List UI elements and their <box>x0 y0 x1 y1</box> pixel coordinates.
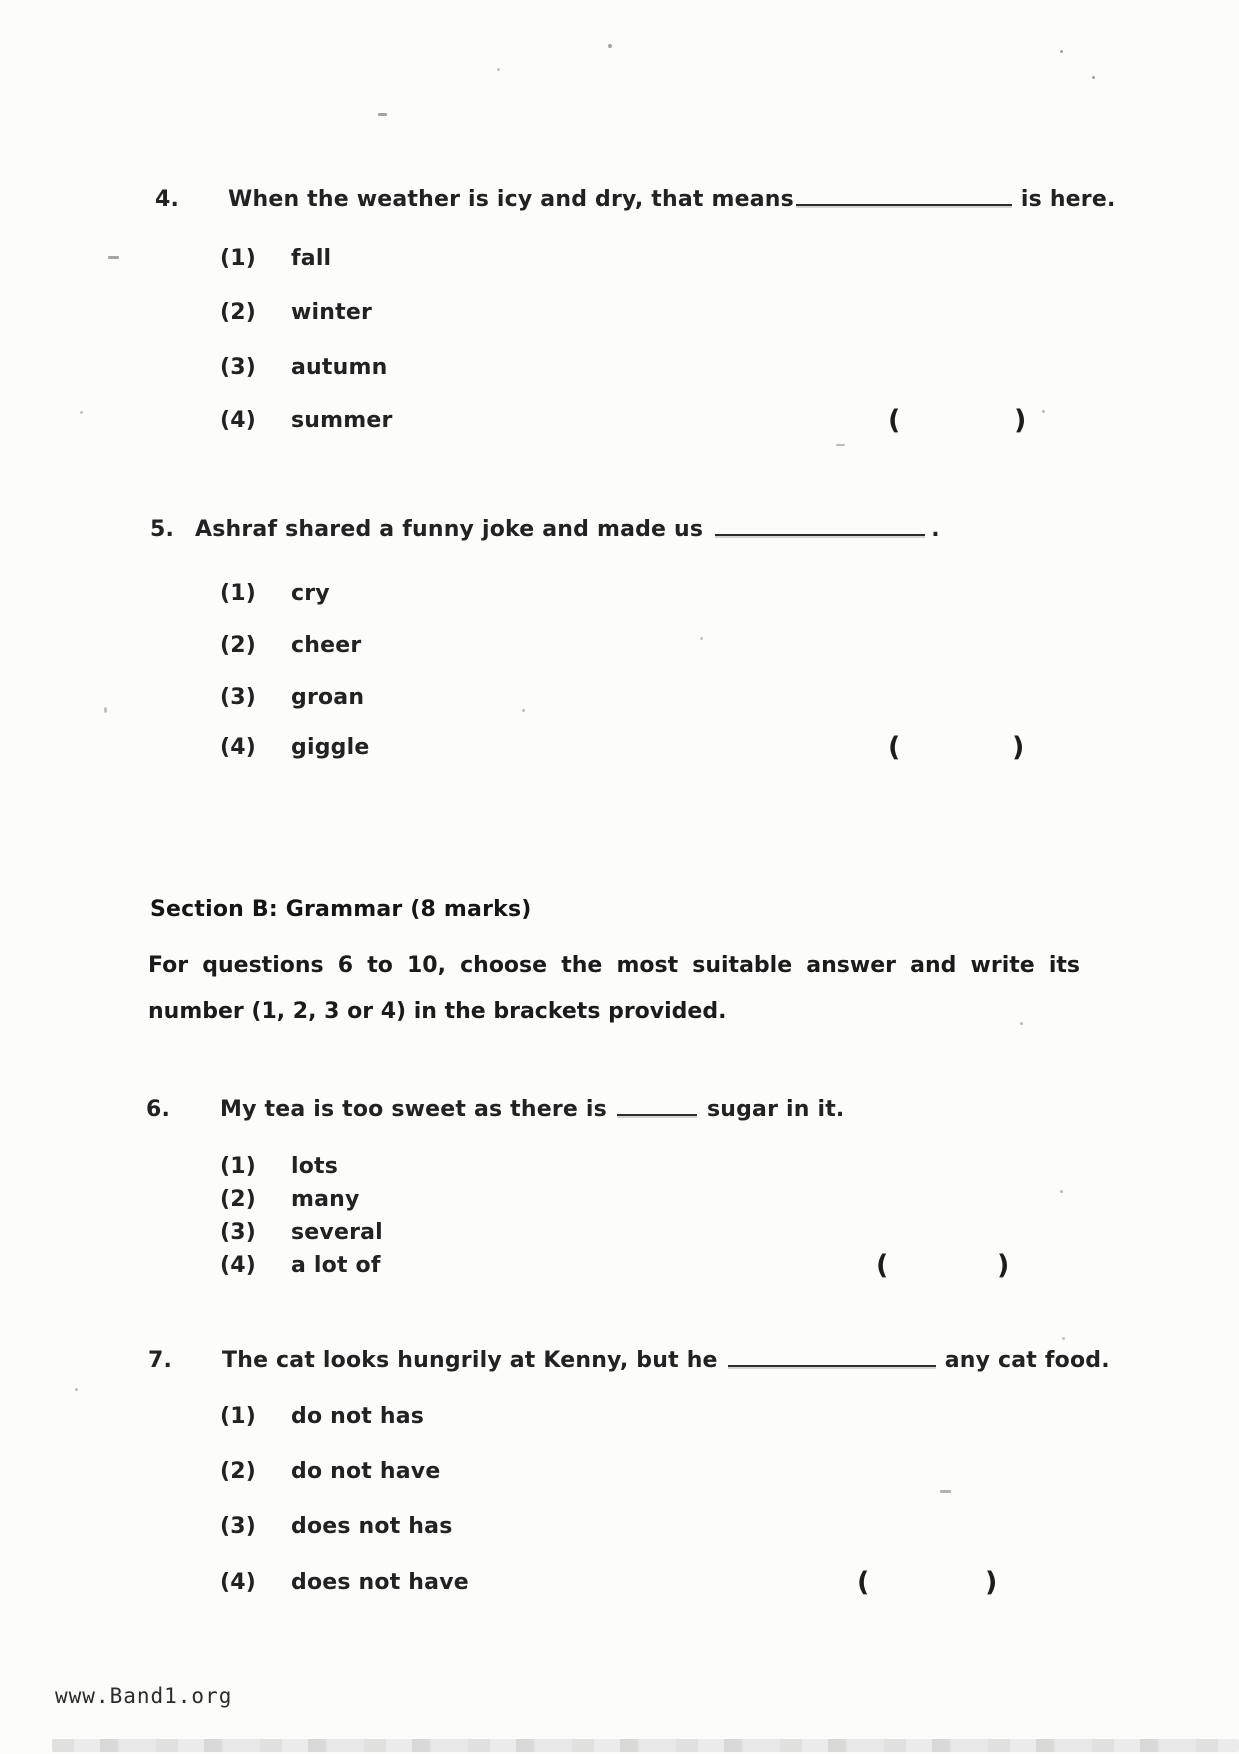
option-label: cheer <box>291 633 362 658</box>
option-label: groan <box>291 685 365 710</box>
scan-speck <box>1042 410 1045 413</box>
option-label: summer <box>291 408 393 433</box>
option-number: (4) <box>220 1570 257 1595</box>
footer-url: www.Band1.org <box>55 1684 233 1708</box>
answer-bracket-open: ( <box>888 405 901 436</box>
option-number: (2) <box>220 1459 257 1484</box>
answer-blank-line <box>728 1349 936 1367</box>
scan-speck <box>700 637 703 640</box>
question-number: 5. <box>150 517 175 542</box>
scan-speck <box>75 1388 78 1391</box>
scan-speck <box>108 256 119 259</box>
question-number: 7. <box>148 1348 173 1373</box>
answer-blank-line <box>617 1098 697 1116</box>
scan-speck <box>522 709 525 712</box>
answer-blank-line <box>715 518 925 536</box>
section-heading: Section B: Grammar (8 marks) <box>150 897 532 922</box>
stem-text-before: Ashraf shared a funny joke and made us <box>195 517 704 542</box>
option-number: (4) <box>220 1253 257 1278</box>
answer-bracket-close: ) <box>997 1250 1010 1281</box>
instructions-line: For questions 6 to 10, choose the most suitable answer and write its <box>148 953 1080 978</box>
stem-text-before: My tea is too sweet as there is <box>220 1097 607 1122</box>
scan-speck <box>1060 1190 1063 1193</box>
stem-text-after: sugar in it. <box>706 1097 845 1122</box>
scan-speck <box>80 411 83 414</box>
option-label: autumn <box>291 355 388 380</box>
answer-bracket-close: ) <box>985 1567 998 1598</box>
answer-bracket-open: ( <box>876 1250 889 1281</box>
option-number: (3) <box>220 1220 257 1245</box>
answer-bracket-close: ) <box>1014 405 1027 436</box>
option-label: cry <box>291 581 330 606</box>
question-stem <box>195 515 940 545</box>
scan-speck <box>940 1490 951 1493</box>
question-number: 6. <box>146 1097 171 1122</box>
question-stem <box>222 1346 1110 1376</box>
scan-speck <box>1060 50 1063 53</box>
answer-bracket-open: ( <box>888 732 901 763</box>
option-number: (1) <box>220 581 257 606</box>
option-number: (1) <box>220 246 257 271</box>
scan-speck <box>104 707 107 713</box>
scan-speck <box>1092 76 1095 79</box>
option-label: lots <box>291 1154 339 1179</box>
option-label: winter <box>291 300 373 325</box>
question-number: 4. <box>155 187 180 212</box>
option-number: (1) <box>220 1404 257 1429</box>
option-label: giggle <box>291 735 370 760</box>
scan-page-edge-bar <box>52 1739 1239 1752</box>
scan-speck <box>378 113 387 116</box>
stem-text-after: is here. <box>1020 187 1116 212</box>
option-number: (2) <box>220 1187 257 1212</box>
option-number: (3) <box>220 685 257 710</box>
scan-speck <box>1062 1337 1065 1340</box>
option-label: do not has <box>291 1404 425 1429</box>
option-number: (4) <box>220 408 257 433</box>
scan-speck <box>1020 1022 1023 1025</box>
scan-speck <box>497 68 500 71</box>
option-label: fall <box>291 246 332 271</box>
answer-blank-line <box>796 188 1012 206</box>
answer-bracket-close: ) <box>1012 732 1025 763</box>
option-number: (4) <box>220 735 257 760</box>
stem-text-after: . <box>931 517 940 542</box>
option-number: (1) <box>220 1154 257 1179</box>
scan-speck <box>608 44 612 48</box>
option-label: a lot of <box>291 1253 381 1278</box>
stem-text-before: When the weather is icy and dry, that means <box>228 187 794 212</box>
question-stem <box>228 185 1116 215</box>
stem-text-after: any cat food. <box>944 1348 1110 1373</box>
scan-speck <box>836 444 845 446</box>
option-number: (3) <box>220 355 257 380</box>
option-label: does not have <box>291 1570 469 1595</box>
option-label: does not has <box>291 1514 453 1539</box>
option-label: do not have <box>291 1459 441 1484</box>
stem-text-before: The cat looks hungrily at Kenny, but he <box>222 1348 718 1373</box>
question-stem <box>220 1095 844 1125</box>
option-number: (2) <box>220 300 257 325</box>
instructions-line: number (1, 2, 3 or 4) in the brackets provided. <box>148 999 727 1024</box>
option-label: many <box>291 1187 360 1212</box>
answer-bracket-open: ( <box>857 1567 870 1598</box>
option-label: several <box>291 1220 383 1245</box>
option-number: (3) <box>220 1514 257 1539</box>
option-number: (2) <box>220 633 257 658</box>
